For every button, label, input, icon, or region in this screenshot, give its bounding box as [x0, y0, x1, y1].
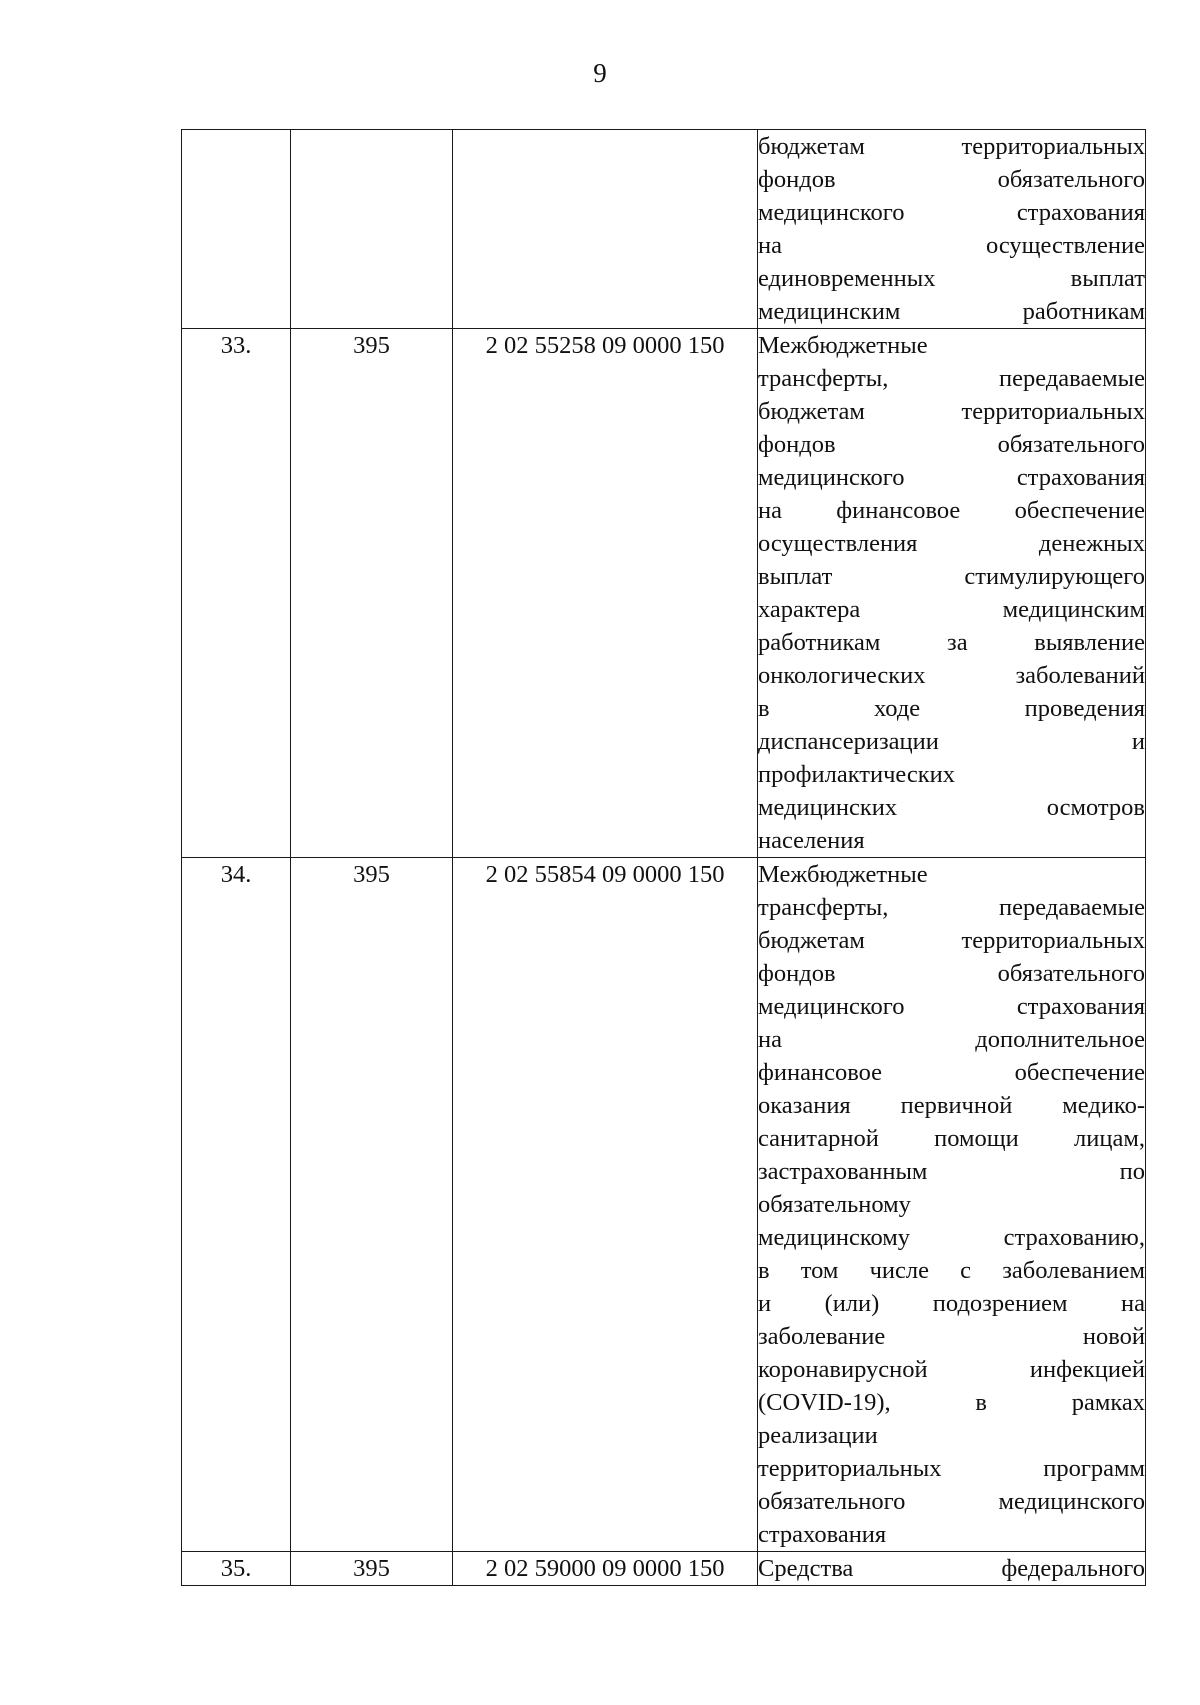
- text-line: и (или) подозрением на: [758, 1290, 1145, 1317]
- budget-classification-code-cell: 2 02 55258 09 0000 150: [453, 329, 758, 858]
- text-line: Средства федерального: [758, 1555, 1145, 1582]
- administrator-code-cell: 395: [291, 1552, 453, 1586]
- text-line: заболевание новой: [758, 1323, 1145, 1350]
- text-line: (COVID-19), в рамках: [758, 1389, 1145, 1416]
- text-line: медицинским работникам: [758, 298, 1145, 325]
- text-line: бюджетам территориальных: [758, 398, 1145, 425]
- budget-classification-code-cell: 2 02 59000 09 0000 150: [453, 1552, 758, 1586]
- table-body: [182, 130, 1146, 1586]
- table-row: [182, 1552, 1146, 1586]
- administrator-code-cell: [291, 130, 453, 329]
- text-line: выплат стимулирующего: [758, 563, 1145, 590]
- budget-classification-code-cell: 2 02 55854 09 0000 150: [453, 858, 758, 1552]
- revenue-name-cell: [758, 858, 1146, 1552]
- text-line: фондов обязательного: [758, 431, 1145, 458]
- table-row: [182, 329, 1146, 858]
- text-line: бюджетам территориальных: [758, 133, 1145, 160]
- text-line: в ходе проведения: [758, 695, 1145, 722]
- text-line: характера медицинским: [758, 596, 1145, 623]
- text-line: территориальных программ: [758, 1455, 1145, 1482]
- administrator-code-cell: 395: [291, 858, 453, 1552]
- table-row: [182, 130, 1146, 329]
- text-line: медицинского страхования: [758, 199, 1145, 226]
- text-line: онкологических заболеваний: [758, 662, 1145, 689]
- revenue-name-cell: [758, 130, 1146, 329]
- row-number-cell: 34.: [182, 858, 291, 1552]
- text-line: обязательного медицинского: [758, 1488, 1145, 1515]
- text-line: трансферты, передаваемые: [758, 365, 1145, 392]
- text-line: фондов обязательного: [758, 960, 1145, 987]
- text-line: на финансовое обеспечение: [758, 497, 1145, 524]
- budget-revenue-table: [181, 129, 1146, 1586]
- text-line: финансовое обеспечение: [758, 1059, 1145, 1086]
- text-line: Межбюджетные: [758, 332, 928, 359]
- row-number-cell: 33.: [182, 329, 291, 858]
- page-number: 9: [593, 58, 607, 88]
- text-line: на осуществление: [758, 232, 1145, 259]
- text-line: трансферты, передаваемые: [758, 894, 1145, 921]
- text-line: медицинского страхования: [758, 993, 1145, 1020]
- row-number-cell: 35.: [182, 1552, 291, 1586]
- text-line: работникам за выявление: [758, 629, 1145, 656]
- text-line: медицинского страхования: [758, 464, 1145, 491]
- text-line: санитарной помощи лицам,: [758, 1125, 1145, 1152]
- text-line: застрахованным по: [758, 1158, 1145, 1185]
- text-line: единовременных выплат: [758, 265, 1145, 292]
- text-line: обязательному: [758, 1191, 911, 1218]
- text-line: на дополнительное: [758, 1026, 1145, 1053]
- text-line: реализации: [758, 1422, 878, 1449]
- text-line: оказания первичной медико-: [758, 1092, 1145, 1119]
- text-line: бюджетам территориальных: [758, 927, 1145, 954]
- text-line: фондов обязательного: [758, 166, 1145, 193]
- text-line: страхования: [758, 1521, 887, 1548]
- text-line: медицинскому страхованию,: [758, 1224, 1145, 1251]
- text-line: населения: [758, 827, 865, 854]
- text-line: осуществления денежных: [758, 530, 1145, 557]
- row-number-cell: [182, 130, 291, 329]
- text-line: медицинских осмотров: [758, 794, 1145, 821]
- text-line: диспансеризации и: [758, 728, 1145, 755]
- text-line: в том числе с заболеванием: [758, 1257, 1145, 1284]
- revenue-name-cell: [758, 1552, 1146, 1586]
- administrator-code-cell: 395: [291, 329, 453, 858]
- budget-classification-code-cell: [453, 130, 758, 329]
- text-line: коронавирусной инфекцией: [758, 1356, 1145, 1383]
- table-row: [182, 858, 1146, 1552]
- text-line: профилактических: [758, 761, 956, 788]
- revenue-name-cell: [758, 329, 1146, 858]
- text-line: Межбюджетные: [758, 861, 928, 888]
